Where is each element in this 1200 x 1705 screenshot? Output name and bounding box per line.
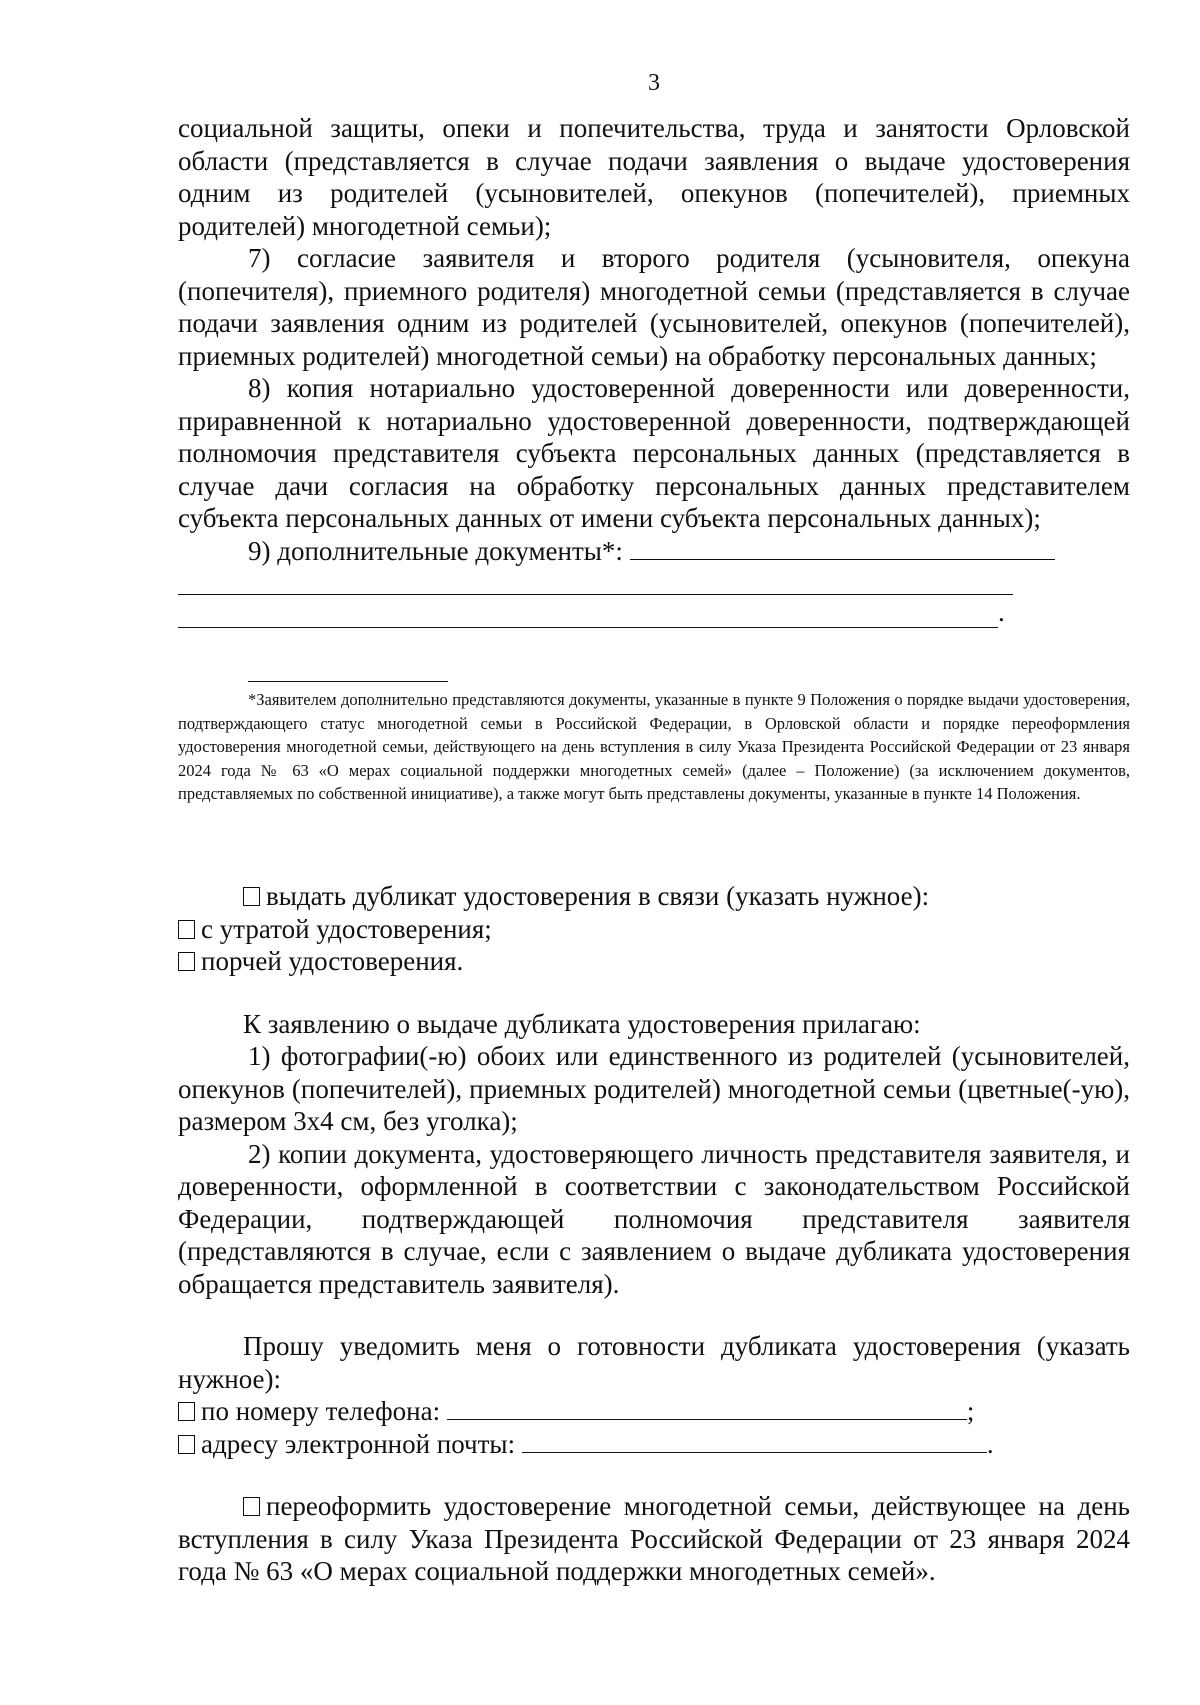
email-end: . xyxy=(986,1428,994,1459)
reissue-option xyxy=(178,1490,1130,1588)
paragraph-social-protection: социальной защиты, опеки и попечительства, труда и занятости Орловской области (представляется в случае подачи заявления о выдаче удостоверения одним из родителей (усыновителей, опекунов (попечителей), приемных родителей) многодетной семьи); xyxy=(178,113,1130,241)
attachments-intro: К заявлению о выдаче дубликата удостоверения прилагаю: xyxy=(243,1008,921,1039)
phone-field[interactable] xyxy=(447,1397,967,1420)
additional-documents-field[interactable] xyxy=(630,537,1055,560)
damaged-label: порчей удостоверения. xyxy=(201,946,464,976)
phone-end: ; xyxy=(966,1396,975,1426)
additional-documents-line-2[interactable] xyxy=(178,567,1013,595)
item-7-consent: 7) согласие заявителя и второго родителя (усыновителя, опекуна (попечителя), приемного родителя) многодетной семьи (представляется в случае подачи заявления одним из родителей (усыновителей, опекунов (попечителей), приемных родителей) многодетной семьи) на обработку персональных данных; xyxy=(178,243,1130,371)
page-number: 3 xyxy=(648,70,660,96)
footnote-separator xyxy=(248,681,448,682)
item-9-additional-documents xyxy=(178,535,1130,568)
application-options xyxy=(178,880,1130,1588)
damaged-checkbox[interactable] xyxy=(178,952,195,971)
notify-email-row xyxy=(178,1428,1130,1461)
duplicate-title: выдать дубликат удостоверения в связи (указать нужное): xyxy=(266,881,930,911)
requirements-list xyxy=(178,112,1130,628)
footnote: *Заявителем дополнительно представляются документы, указанные в пункте 9 Положения о порядке выдачи удостоверения, подтверждающего статус многодетной семьи в Российской Федерации, в Орловской области и порядке переоформления удостоверения многодетной семьи, действующего на день вступления в силу Указа Президента Российской Федерации от 23 января 2024 года № 63 «О мерах социальной поддержки многодетных семей» (далее – Положение) (за исключением документов, представляемых по собственной инициативе), а также могут быть представлены документы, указанные в пункте 14 Положения. xyxy=(178,690,1130,803)
email-checkbox[interactable] xyxy=(178,1435,195,1454)
spacer xyxy=(178,1300,1130,1330)
email-field[interactable] xyxy=(522,1430,987,1453)
additional-documents-line-3[interactable] xyxy=(178,600,998,628)
attachment-item-1: 1) фотографии(-ю) обоих или единственного из родителей (усыновителей, опекунов (попечителей), приемных родителей) многодетной семьи (цветные(-ую), размером 3х4 см, без уголка); xyxy=(178,1041,1130,1136)
reissue-text: переоформить удостоверение многодетной семьи, действующее на день вступления в силу Указа Президента Российской Федерации от 23 января 2024 года № 63 «О мерах социальной поддержки многодетных семей». xyxy=(178,1491,1130,1586)
item-8-power-of-attorney: 8) копия нотариально удостоверенной доверенности или доверенности, приравненной к нотариально удостоверенной доверенности, подтверждающей полномочия представителя субъекта персональных данных (представляется в случае дачи согласия на обработку персональных данных представителем субъекта персональных данных от имени субъекта персональных данных); xyxy=(178,373,1130,533)
notify-phone-row xyxy=(178,1395,1130,1428)
phone-checkbox[interactable] xyxy=(178,1402,195,1421)
lost-label: с утратой удостоверения; xyxy=(201,913,492,944)
duplicate-option xyxy=(178,880,1130,913)
spacer xyxy=(178,978,1130,1008)
duplicate-checkbox[interactable] xyxy=(243,887,260,906)
line-end-period: . xyxy=(998,596,1005,627)
item-9-label: 9) дополнительные документы*: xyxy=(248,535,623,566)
damaged-option xyxy=(178,945,1130,978)
reissue-checkbox[interactable] xyxy=(243,1497,260,1516)
notify-intro: Прошу уведомить меня о готовности дубликата удостоверения (указать нужное): xyxy=(178,1331,1130,1394)
lost-checkbox[interactable] xyxy=(178,920,195,939)
phone-label: по номеру телефона: xyxy=(201,1396,441,1426)
spacer xyxy=(178,1460,1130,1490)
attachment-item-2: 2) копии документа, удостоверяющего личность представителя заявителя, и доверенности, оформленной в соответствии с законодательством Российской Федерации, подтверждающей полномочия представителя заявителя (представляются в случае, если с заявлением о выдаче дубликата удостоверения обращается представитель заявителя). xyxy=(178,1138,1130,1299)
additional-documents-line-3-row xyxy=(178,595,1130,628)
lost-option xyxy=(178,913,1130,946)
email-label: адресу электронной почты: xyxy=(201,1428,516,1459)
